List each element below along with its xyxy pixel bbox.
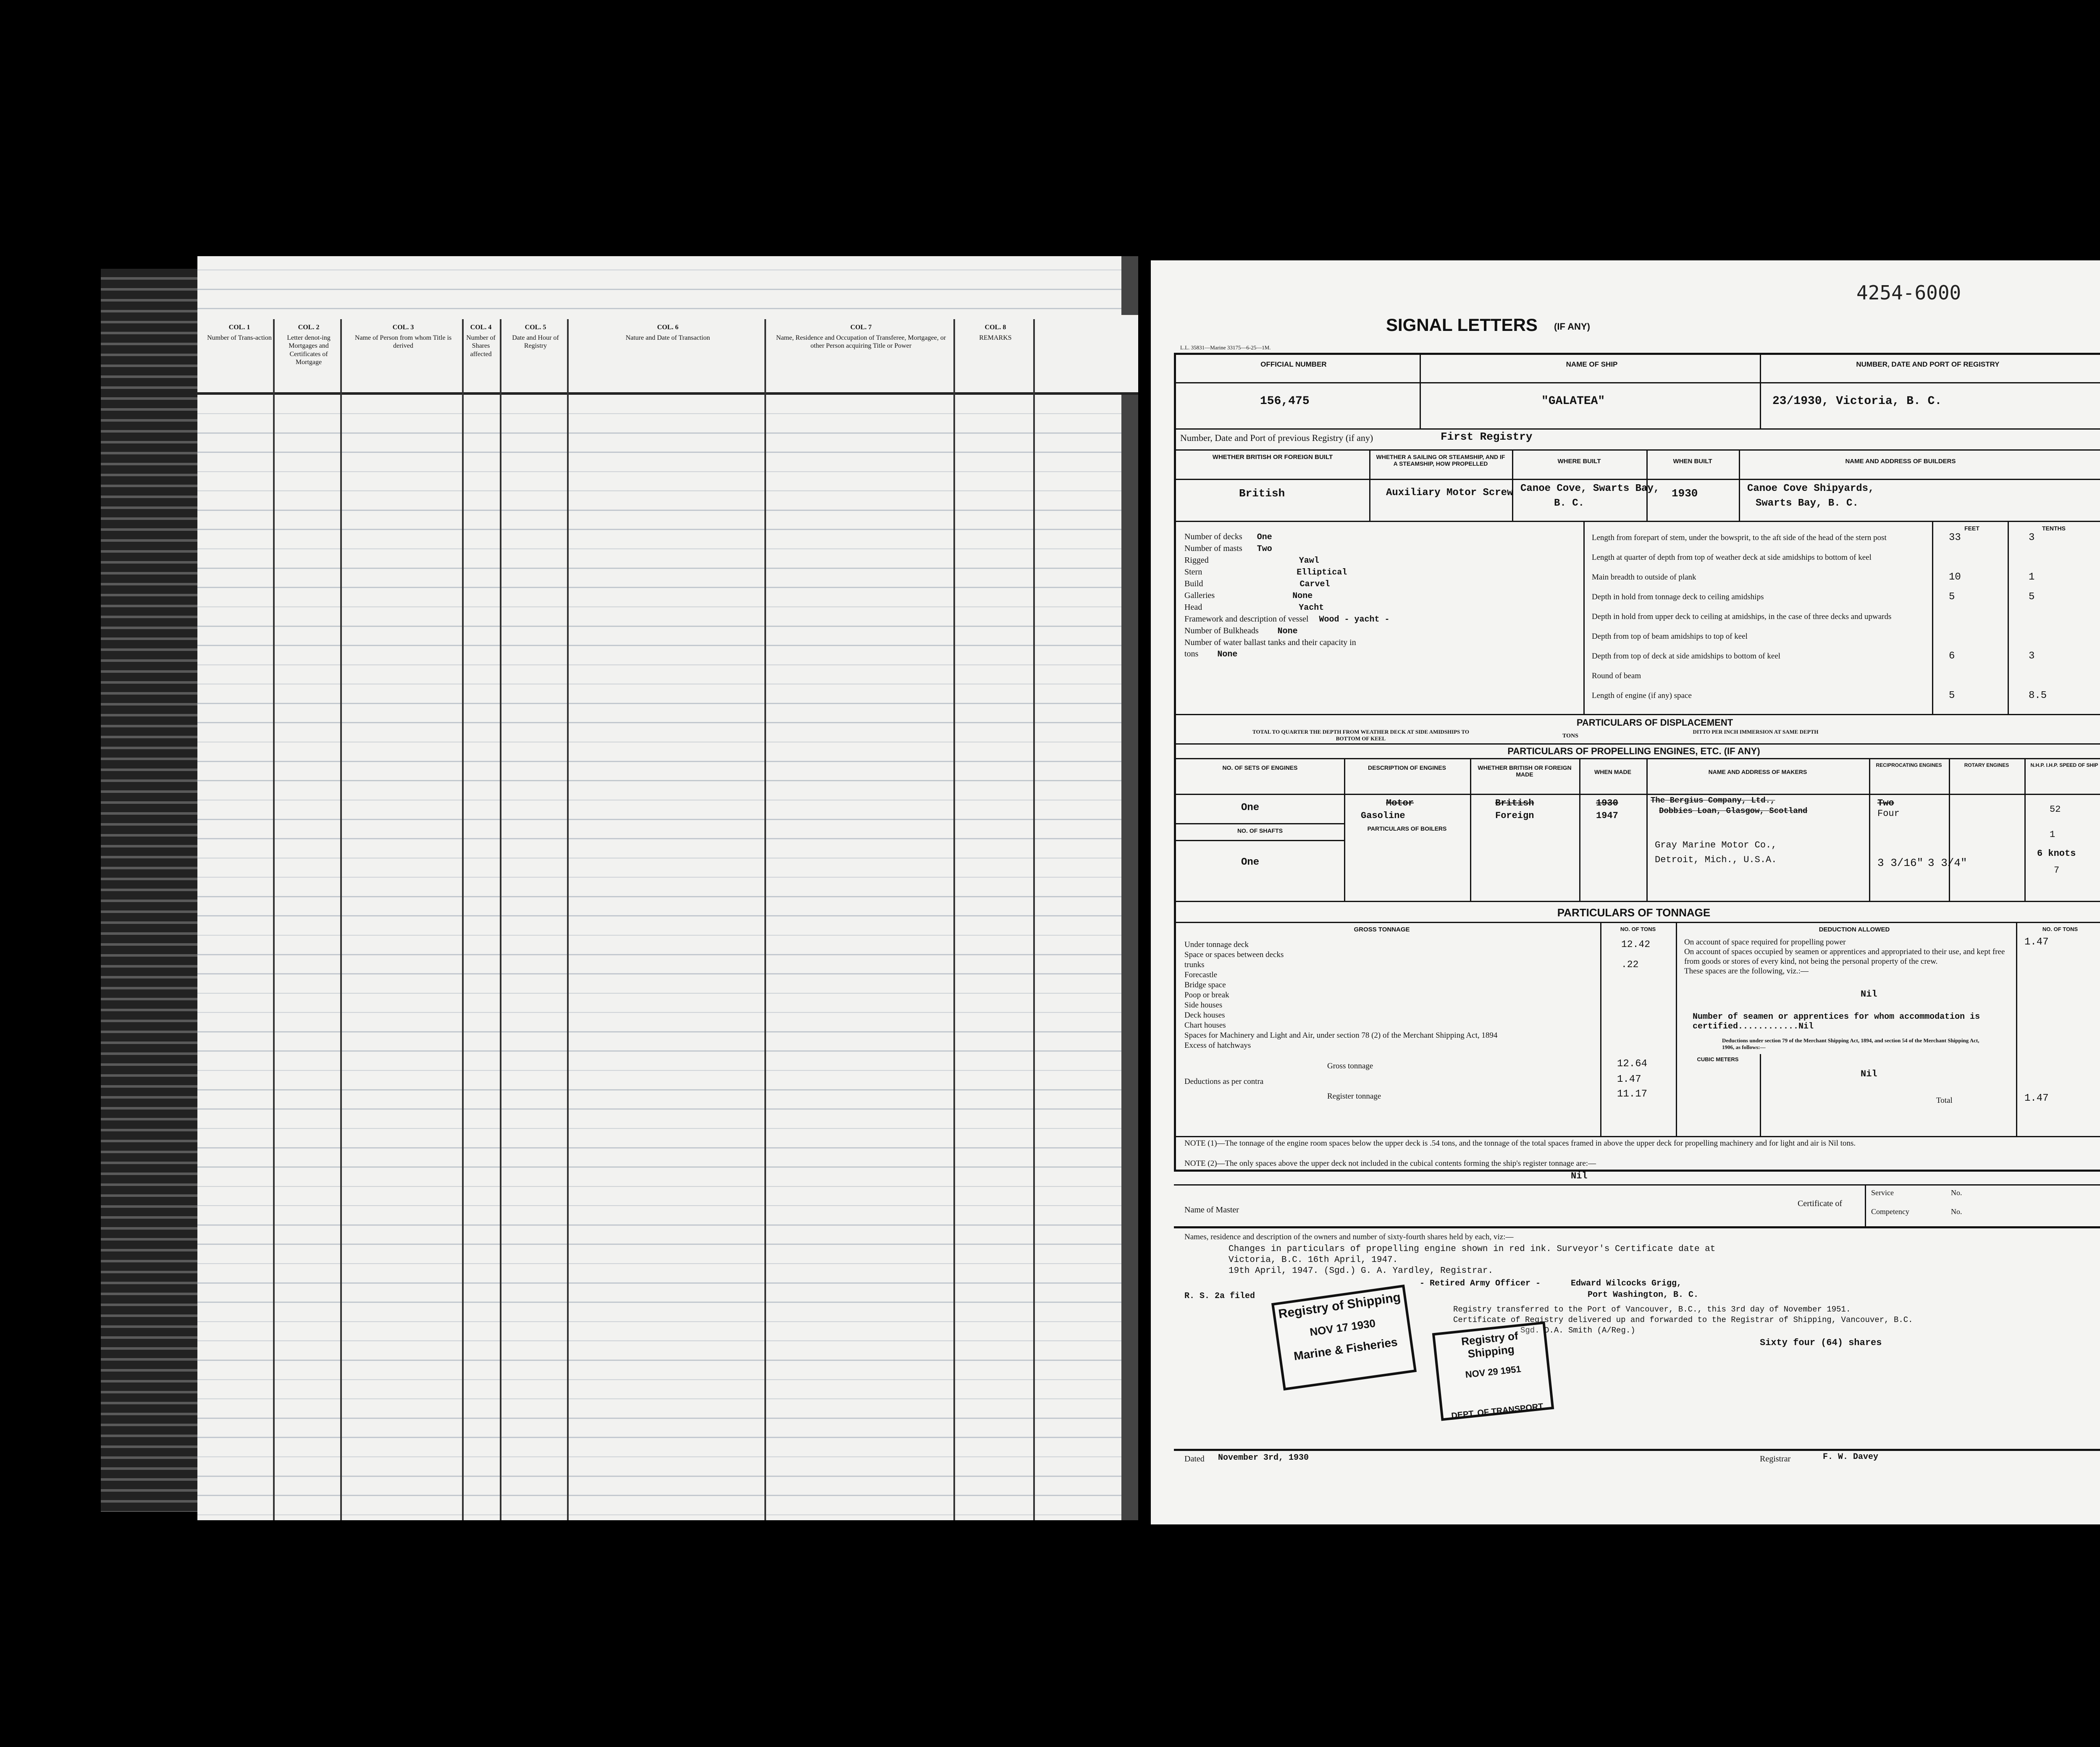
gross-row [1184,1041,1672,1051]
column-title: REMARKS [979,334,1012,342]
gross-row-label: Excess of hatchways [1184,1041,1251,1050]
propulsion: Auxiliary Motor Screw [1386,487,1513,498]
gross-row [1184,990,1672,1000]
gross-row-label: Forecastle [1184,971,1218,979]
masts-label: Number of masts [1184,544,1242,553]
propulsion-header: WHETHER A SAILING OR STEAMSHIP, AND IF A STEAMSHIP, HOW PROPELLED [1376,454,1505,467]
cylinder-diameter: 3 3/16" [1877,857,1924,869]
previous-registry-label: Number, Date and Port of previous Registry (if any) [1180,433,1373,443]
deduction-nil-2: Nil [1861,1069,1877,1079]
dimension-row [1592,573,2096,593]
column-number: COL. 8 [984,324,1006,331]
shafts: One [1241,857,1260,868]
page-edge-left [101,269,197,1512]
dimension-row [1592,553,2096,573]
column-header-3 [344,323,462,350]
owner-occupation: - Retired Army Officer - [1420,1279,1541,1288]
gross-tonnage-header: GROSS TONNAGE [1354,926,1410,933]
dated: November 3rd, 1930 [1218,1453,1309,1463]
rotary-header: ROTARY ENGINES [1964,762,2009,768]
dimension-label: Depth in hold from upper deck to ceiling at amidships, in the case of three decks and upwards [1592,612,1892,621]
dimension-label: Length at quarter of depth from top of weather deck at side amidships to bottom of keel [1592,553,1872,562]
rigged-label: Rigged [1184,556,1209,565]
register-tonnage: 11.17 [1617,1089,1648,1100]
feet-header: FEET [1964,525,1979,532]
deduction-row: On account of spaces occupied by seamen or apprentices and appropriated to their use, and kept free from goods or stores of every kind, not being the personal property of the crew. [1684,947,2005,966]
deduction-propelling: 1.47 [2024,936,2049,948]
dimension-feet: 10 [1949,572,1961,583]
dimension-tenths: 3 [2029,532,2035,543]
dimension-row [1592,593,2096,612]
ballast-value: None [1217,650,1238,659]
transfer-line-2: Certificate of Registry delivered up and forwarded to the Registrar of Shipping, Vancouver, B.C. [1453,1315,1913,1325]
column-number: COL. 7 [850,324,872,331]
column-title: Letter denot-ing Mortgages and Certificates of Mortgage [287,334,331,366]
gross-row [1184,970,1672,980]
dimension-row [1592,612,2096,632]
column-divider [273,319,275,1520]
deduction-list [1684,937,2012,976]
stamp-title: Registry of Shipping [1460,1329,1519,1360]
deductions: 1.47 [1617,1074,1641,1085]
column-number: COL. 4 [470,324,492,331]
dimension-tenths: 1 [2029,572,2035,583]
dimension-label: Length of engine (if any) space [1592,691,1692,700]
builders-line2: Swarts Bay, B. C. [1756,498,1858,509]
owners-header: Names, residence and description of the owners and number of sixty-fourth shares held by each, viz:— [1184,1233,1514,1241]
competency-label: Competency [1871,1207,1909,1216]
engine-sets: One [1241,802,1260,813]
when-built-header: WHEN BUILT [1673,458,1712,465]
total-deductions: 1.47 [2024,1093,2049,1104]
rigged-value: Yawl [1299,556,1319,566]
gross-row-label: Chart houses [1184,1021,1226,1030]
stamp-date: NOV 29 1951 [1465,1364,1522,1380]
handwritten-reference-number: 4254-6000 [1856,281,1961,304]
column-number: COL. 5 [525,324,546,331]
gross-row [1184,1020,1672,1031]
column-divider [340,319,342,1520]
column-header-5 [504,323,567,350]
dimension-tenths: 5 [2029,591,2035,603]
note-2-value: Nil [1571,1171,1588,1181]
vessel-particulars [1184,531,1575,660]
speed: 6 knots [2037,848,2076,859]
owners-line: Victoria, B.C. 16th April, 1947. [1228,1255,1398,1265]
column-title: Name of Person from whom Title is derived [354,334,452,350]
displacement-title: PARTICULARS OF DISPLACEMENT [1576,717,1733,728]
owners-line: 19th April, 1947. (Sgd.) G. A. Yardley, Registrar. [1228,1266,1494,1276]
stamp-department: DEPT. OF TRANSPORT [1451,1402,1544,1421]
column-number: COL. 2 [298,324,320,331]
dimension-row [1592,632,2096,652]
column-title: Name, Residence and Occupation of Transferee, Mortgagee, or other Person acquiring Title or Power [776,334,946,350]
gross-row [1184,940,1672,950]
signal-letters-label: SIGNAL LETTERS [1386,315,1538,335]
decks-value: One [1257,532,1272,542]
gross-tonnage-label: Gross tonnage [1327,1062,1373,1070]
form-code: L.L. 35831—Marine 33175—6-25—1M. [1180,344,1271,351]
deduction-row: These spaces are the following, viz.:— [1684,967,1809,976]
gross-tonnage: 12.64 [1617,1058,1648,1070]
dimension-feet: 5 [1949,690,1955,701]
dimension-row [1592,533,2096,553]
masts-value: Two [1257,544,1272,554]
engine-makers-line2: Detroit, Mich., U.S.A. [1655,855,1777,865]
cylinders-struck: Two [1877,798,1894,808]
gross-row [1184,950,1672,960]
engine-sets-header: NO. OF SETS OF ENGINES [1222,764,1298,771]
dimension-row [1592,691,2096,711]
registry-stamp-1951 [1432,1321,1554,1421]
engine-description-struck: Motor [1386,798,1414,808]
speed-header: N.H.P. I.H.P. SPEED OF SHIP [2030,762,2098,768]
deduction-header: DEDUCTION ALLOWED [1819,926,1890,933]
builders-line1: Canoe Cove Shipyards, [1747,483,1874,494]
engine-when-header: WHEN MADE [1594,769,1631,775]
dated-label: Dated [1184,1454,1205,1464]
stamp-date: NOV 17 1930 [1309,1317,1376,1339]
registrar-label: Registrar [1760,1454,1791,1464]
gross-row-value: 12.42 [1621,939,1651,950]
dimension-tenths: 3 [2029,651,2035,662]
column-divider [500,319,501,1520]
cubic-meters-header: CUBIC METERS [1697,1056,1739,1062]
gross-row [1184,1010,1672,1020]
column-divider [953,319,955,1520]
shafts-header: NO. OF SHAFTS [1237,827,1283,834]
previous-registry: First Registry [1441,430,1533,443]
column-header-1 [206,323,273,342]
gross-row-label: Under tonnage deck [1184,940,1249,949]
deduction-tons-header: NO. OF TONS [2042,926,2078,932]
engine-description: Gasoline [1361,811,1405,821]
column-number: COL. 1 [228,324,250,331]
where-built-line1: Canoe Cove, Swarts Bay, [1520,483,1660,494]
certificate-label: Certificate of [1798,1199,1843,1208]
registry-stamp-1930 [1271,1285,1417,1390]
displacement-tons: TONS [1562,733,1578,739]
registrar: F. W. Davey [1823,1452,1879,1462]
registry-header: NUMBER, DATE AND PORT OF REGISTRY [1856,360,2000,368]
reciprocating-header: RECIPROCATING ENGINES [1876,762,1942,768]
column-number: COL. 6 [657,324,679,331]
engine-description-header: DESCRIPTION OF ENGINES [1368,764,1446,771]
engine-origin: Foreign [1495,811,1534,821]
british-or-foreign: British [1239,487,1285,500]
ship-name-header: NAME OF SHIP [1566,360,1618,368]
owner-name: Edward Wilcocks Grigg, [1571,1279,1682,1288]
gross-row-label: Deck houses [1184,1011,1225,1020]
engine-makers-struck-2: Dobbies Loan, Glasgow, Scotland [1659,806,1808,816]
cylinders: Four [1877,808,1900,819]
stamp-department: Marine & Fisheries [1293,1335,1399,1363]
column-divider [1033,319,1035,1520]
gross-tonnage-list [1184,940,1672,1051]
master-label: Name of Master [1184,1205,1239,1215]
stamp-title: Registry of Shipping [1277,1290,1402,1321]
gross-row [1184,1000,1672,1010]
dimension-label: Round of beam [1592,672,1641,680]
nhp: 52 [2050,804,2061,815]
column-divider [567,319,569,1520]
where-built-header: WHERE BUILT [1557,458,1601,465]
column-number: COL. 3 [392,324,414,331]
galleries-label: Galleries [1184,591,1215,600]
gross-row-label: Space or spaces between decks [1184,950,1284,959]
dimension-row [1592,672,2096,691]
ballast-label: Number of water ballast tanks and their capacity in tons [1184,638,1356,658]
owners-notes [1228,1244,1715,1277]
dimension-tenths: 8.5 [2029,690,2047,701]
column-header-8 [958,323,1033,342]
service-number: No. [1951,1188,1962,1197]
dimension-label: Depth from top of beam amidships to top of keel [1592,632,1748,641]
signal-letters-suffix: (IF ANY) [1554,321,1590,332]
engine-origin-header: WHETHER BRITISH OR FOREIGN MADE [1478,764,1572,778]
tenths-header: TENTHS [2042,525,2066,532]
build-label: Build [1184,579,1203,588]
dimension-feet: 33 [1949,532,1961,543]
deduction-nil: Nil [1861,989,1877,999]
bulkheads-value: None [1277,627,1298,636]
dimension-feet: 6 [1949,651,1955,662]
column-title: Date and Hour of Registry [512,334,559,350]
builders-header: NAME AND ADDRESS OF BUILDERS [1845,458,1956,465]
displacement-text-2: DITTO PER INCH IMMERSION AT SAME DEPTH [1693,729,1819,735]
engine-year-struck: 1930 [1596,798,1618,808]
note-2: NOTE (2)—The only spaces above the upper deck not included in the cubical contents forming the ship's register tonnage are:— [1184,1159,1596,1168]
engine-origin-struck: British [1495,798,1534,808]
decks-label: Number of decks [1184,532,1242,541]
gross-row [1184,980,1672,990]
tonnage-title: PARTICULARS OF TONNAGE [1557,906,1711,919]
owner-address: Port Washington, B. C. [1588,1290,1699,1300]
deduction-row: On account of space required for propelling power [1684,938,1846,947]
engine-makers-struck-1: The Bergius Company, Ltd., [1651,796,1775,805]
boilers-header: PARTICULARS OF BOILERS [1367,825,1447,832]
official-number-header: OFFICIAL NUMBER [1260,360,1327,368]
engines-title: PARTICULARS OF PROPELLING ENGINES, ETC. (IF ANY) [1507,746,1760,756]
ihp: 1 [2050,829,2055,840]
stern-label: Stern [1184,567,1202,577]
competency-number: No. [1951,1207,1962,1216]
gross-row-label: Poop or break [1184,991,1229,999]
transfer-line-1: Registry transferred to the Port of Vancouver, B.C., this 3rd day of November 1951. [1453,1305,1851,1314]
dimensions-list [1592,533,2096,711]
gross-row-label: Side houses [1184,1001,1223,1010]
deduction-note: Deductions under section 79 of the Merchant Shipping Act, 1894, and section 54 of the Merchant Shipping Act, 1906, as follows:— [1722,1037,1979,1050]
dimension-label: Depth in hold from tonnage deck to ceiling amidships [1592,593,1764,601]
column-title: Nature and Date of Transaction [625,334,710,342]
column-header-2 [277,323,340,366]
column-title: Number of Trans-action [207,334,272,342]
owners-line: Changes in particulars of propelling engine shown in red ink. Surveyor's Certificate date at [1228,1244,1716,1254]
registry-number-date-port: 23/1930, Victoria, B. C. [1772,395,1942,408]
dimension-row [1592,652,2096,672]
displacement-text-1: TOTAL TO QUARTER THE DEPTH FROM WEATHER DECK AT SIDE AMIDSHIPS TO BOTTOM OF KEEL [1252,729,1469,742]
bulkheads-label: Number of Bulkheads [1184,626,1259,635]
where-built-line2: B. C. [1554,498,1585,509]
total-label: Total [1936,1096,1953,1105]
head-label: Head [1184,603,1202,612]
gross-row [1184,960,1672,970]
register-tonnage-label: Register tonnage [1327,1092,1381,1101]
gross-row-label: trunks [1184,960,1205,969]
dimension-feet: 5 [1949,591,1955,603]
official-number: 156,475 [1260,395,1310,408]
seamen-accommodation: Number of seamen or apprentices for whom accommodation is certified............Nil [1693,1012,1980,1031]
head-value: Yacht [1299,603,1324,613]
shares: Sixty four (64) shares [1760,1338,1882,1348]
ship-name: "GALATEA" [1541,395,1605,408]
when-built: 1930 [1672,487,1698,500]
engine-year: 1947 [1596,811,1618,821]
deductions-label: Deductions as per contra [1184,1077,1264,1086]
transfer-line-3: Sgd. D.A. Smith (A/Reg.) [1520,1326,1635,1335]
galleries-value: None [1292,591,1313,601]
left-ledger-page [197,256,1138,1520]
engine-makers-line1: Gray Marine Motor Co., [1655,840,1777,850]
dimension-label: Depth from top of deck at side amidships to bottom of keel [1592,652,1781,661]
dimension-label: Length from forepart of stem, under the bowsprit, to the aft side of the head of the stern post [1592,533,1887,542]
framework-value: Wood - yacht - [1319,615,1390,624]
column-divider [462,319,464,1520]
rs-filed: R. S. 2a filed [1184,1291,1255,1301]
build-value: Carvel [1299,580,1330,589]
gross-row [1184,1031,1672,1041]
dimension-label: Main breadth to outside of plank [1592,573,1696,582]
british-foreign-header: WHETHER BRITISH OR FOREIGN BUILT [1212,454,1333,461]
speed-new: 7 [2054,865,2060,876]
gross-row-label: Spaces for Machinery and Light and Air, under section 78 (2) of the Merchant Shipping Act, 1894 [1184,1031,1498,1040]
right-register-page [1151,260,2100,1524]
column-divider [764,319,766,1520]
length-of-stroke: 3 3/4" [1928,857,1967,869]
column-title: Number of Shares affected [466,334,496,358]
note-1: NOTE (1)—The tonnage of the engine room spaces below the upper deck is .54 tons, and the tonnage of the total spaces framed in above the upper deck for propelling machinery and for light and air is Nil tons. [1184,1139,1856,1148]
column-header-6 [571,323,764,342]
tons-header: NO. OF TONS [1620,926,1656,932]
engine-makers-header: NAME AND ADDRESS OF MAKERS [1708,769,1807,775]
gross-row-value: .22 [1621,959,1639,970]
service-label: Service [1871,1188,1894,1197]
column-header-7 [769,323,953,350]
framework-label: Framework and description of vessel [1184,614,1309,624]
gross-row-label: Bridge space [1184,981,1226,989]
column-header-4 [462,323,500,358]
stern-value: Elliptical [1297,568,1347,577]
